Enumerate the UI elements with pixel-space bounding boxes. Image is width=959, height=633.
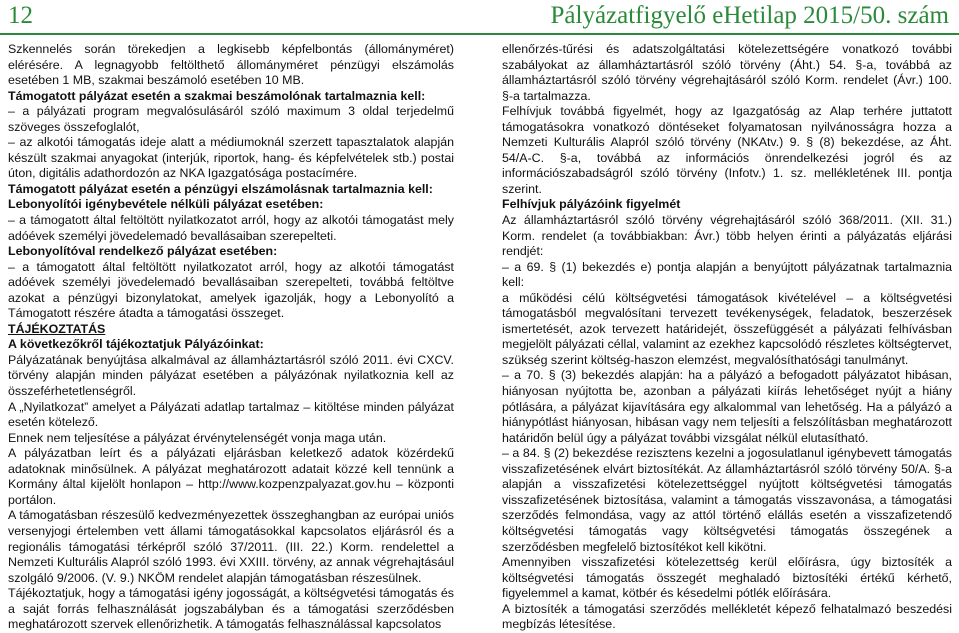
section-heading: Lebonyolítói igénybevétele nélküli pályázat esetében:: [8, 197, 324, 212]
page-header: [0, 0, 959, 35]
paragraph: A biztosíték a támogatási szerződés mellékletét képező felhatalmazó beszedési megbízás létesítése.: [502, 601, 952, 632]
page-number: 12: [8, 2, 33, 29]
paragraph: Amennyiben visszafizetési kötelezettség kerül előírásra, úgy biztosíték a költségvetési támogatás összegét meghaladó biztosítéki értékű kérhető, figyelemmel a kamat, kötbér és késedelmi pótlék előírására.: [502, 555, 952, 601]
paragraph: Felhívjuk továbbá figyelmét, hogy az Igazgatóság az Alap terhére juttatott támogatásokra vonatkozó döntéseket folyamatosan nyilvánosságra hozza a Nemzeti Kulturális Alapról szóló törvény (NKAtv.) 9. § (8) bekezdése, az Áht. 54/A-C. §-a, továbbá az információs önrendelkezési jogról és az információszabadságról szóló törvény (Infotv.) 1. sz. mellékletének III. pontja szerint.: [502, 104, 952, 196]
paragraph: ellenőrzés-tűrési és adatszolgáltatási kötelezettségére vonatkozó további szabályokat az államháztartásról szóló törvény (Áht.) 54. §-a, továbbá az államháztartásról szóló törvény végrehajtásáról szóló Korm. rendelet (Ávr.) 100. §-a tartalmazza.: [502, 42, 952, 103]
paragraph: – az alkotói támogatás ideje alatt a médiumoknál szerzett tapasztalatok alapján készült szakmai anyagokat (interjúk, riportok, hang- és képfelvételek stb.) postai úton, digitális adathordozón az NKA Igazgatósága postacímére.: [8, 135, 454, 181]
section-heading: Támogatott pályázat esetén a pénzügyi elszámolásnak tartalmaznia kell:: [8, 181, 433, 196]
paragraph: a működési célú költségvetési támogatások kivételével – a költségvetési támogatásból megvalósítani tervezett tevékenységek, feladatok, beszerzések ismertetését, azok tervezett határidejét, összefüggését a pályázati felhívásban megjelölt pályázati céllal, valamint az ezekhez kapcsolódó részletes költségtervet, szükség szerint költség-haszon elemzést, megvalósíthatósági tanulmányt.: [502, 290, 952, 367]
paragraph: Szkennelés során törekedjen a legkisebb képfelbontás (állományméret) elérésére. A legnagyobb feltölthető állományméret pénzügyi elszámolás esetében 1 MB, szakmai beszámoló esetében 10 MB.: [8, 42, 454, 88]
left-column: [8, 42, 454, 633]
section-heading: TÁJÉKOZTATÁS: [8, 321, 106, 336]
section-heading: Lebonyolítóval rendelkező pályázat esetében:: [8, 244, 278, 259]
paragraph: A pályázatban leírt és a pályázati eljárásban keletkező adatok közérdekű adatoknak minősülnek. A pályázat meghatározott adatait közzé kell tennünk a Kormány által kijelölt honlapon – http://www.kozpenzpalyazat.gov.hu – központi portálon.: [8, 446, 454, 507]
paragraph: – a támogatott által feltöltött nyilatkozatot arról, hogy az alkotói támogatást mely adóévek személyi jövedelemadó bevallásaiban szerepelteti.: [8, 213, 454, 243]
paragraph: A támogatásban részesülő kedvezményezettek összeghangban az európai uniós versenyjogi értelemben vett állami támogatásokkal kapcsolatos eljárásról és a regionális támogatási térképről szóló 37/2011. (III. 22.) Korm. rendelettel a Nemzeti Kulturális Alapról szóló 1993. évi XXIII. törvény, az annak végrehajtásául szolgáló 9/2006. (V. 9.) NKÖM rendelet alapján támogatásban részesülnek.: [8, 508, 454, 585]
paragraph: Pályázatának benyújtása alkalmával az államháztartásról szóló 2011. évi CXCV. törvény alapján minden pályázat esetében a pályázónak nyilatkoznia kell az összeférhetetlenségről.: [8, 352, 454, 399]
paragraph: – a 69. § (1) bekezdés e) pontja alapján a benyújtott pályázatnak tartalmaznia kell:: [502, 259, 952, 290]
section-heading: Támogatott pályázat esetén a szakmai beszámolónak tartalmaznia kell:: [8, 88, 426, 103]
paragraph: Az államháztartásról szóló törvény végrehajtásáról szóló 368/2011. (XII. 31.) Korm. rendelet (a továbbiakban: Ávr.) több helyen érinti a pályázatás eljárási rendjét:: [502, 213, 952, 259]
paragraph: – a 70. § (3) bekezdés alapján: ha a pályázó a befogadott pályázatot hibásan, hiányosan nyújtotta be, azonban a pályázati kiírás lehetőséget nyújt a hiány pótlására, a pályázat kijavítására egy alkalommal van lehetőség. Ha a pályázó a hiánypótlást hiányosan, hibásan vagy nem teljesíti a felszólításban meghatározott határidőn belül úgy a pályázat további vizsgálat nélkül elutasítható.: [502, 368, 952, 445]
right-column: [502, 42, 952, 633]
paragraph: A „Nyilatkozat” amelyet a Pályázati adatlap tartalmaz – kitöltése minden pályázat esetén kötelező.: [8, 399, 454, 430]
publication-title: Pályázatfigyelő eHetilap 2015/50. szám: [550, 2, 949, 29]
paragraph: – a 84. § (2) bekezdése rezisztens kezelni a jogosulatlanul igénybevett támogatás visszafizetésének elvárt biztosítékát. Az államháztartásról szóló törvény 50/A. §-a alapján a visszafizetési kötelezettséggel nyújtott költségvetési támogatás visszafizetésének biztosítása, valamint a támogatás visszavonása, a támogatási szerződés felmondása, vagy az attól történő elállás esetén a visszafizetendő költségvetési támogatás vagy költségvetési támogatás összegének a szerződésben megfelelő biztosítékot kell kikötni.: [502, 446, 952, 554]
paragraph: – a pályázati program megvalósulásáról szóló maximum 3 oldal terjedelmű szöveges összefoglalót,: [8, 104, 454, 134]
paragraph: Tájékoztatjuk, hogy a támogatási igény jogosságát, a költségvetési támogatás és a saját forrás felhasználását jogszabályban és a támogatási szerződésben meghatározott szervek ellenőrizhetik. A támogatás felhasználással kapcsolatos: [8, 586, 454, 632]
paragraph: Ennek nem teljesítése a pályázat érvénytelenségét vonja maga után.: [8, 430, 387, 445]
section-heading: A következőkről tájékoztatjuk Pályázóinkat:: [8, 337, 264, 352]
paragraph: – a támogatott által feltöltött nyilatkozatot arról, hogy az alkotói támogatást adóévek személyi jövedelemadó bevallásaiban szerepelteti, továbbá feltöltve azokat a pénzügyi bizonylatokat, amelyek igazolják, hogy a Lebonyolító a Támogatott részére átadta a támogatási összeget.: [8, 259, 454, 321]
section-heading: Felhívjuk pályázóink figyelmét: [502, 197, 681, 212]
